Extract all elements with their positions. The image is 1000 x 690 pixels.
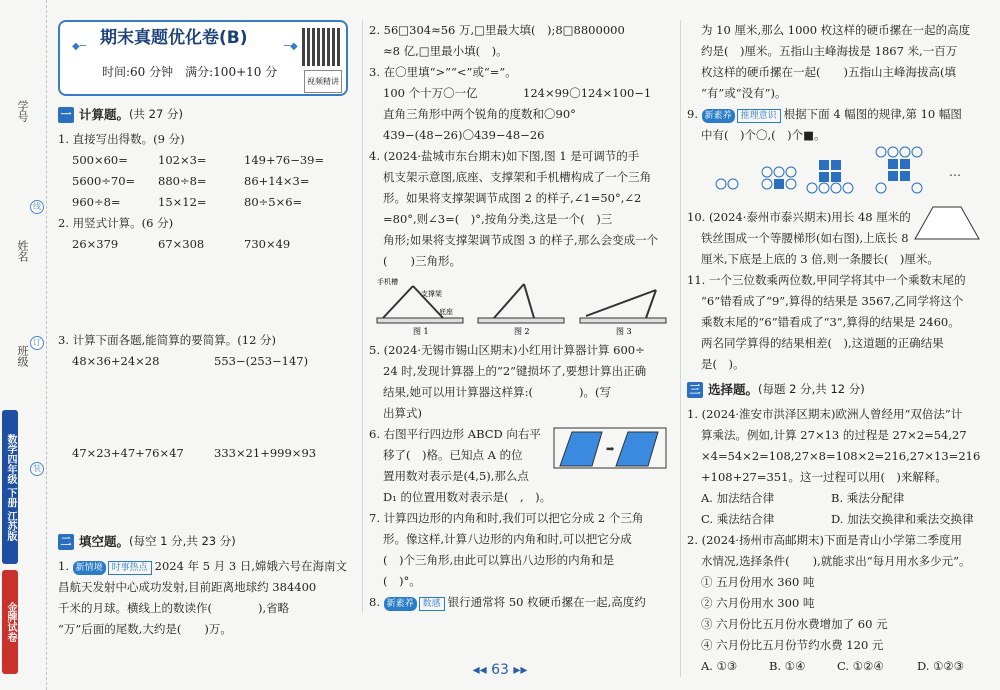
question-text: 6. 右图平行四边形 ABCD 向右平 <box>369 427 541 441</box>
tag-badge: 新情境 <box>73 561 106 575</box>
fig1-label-base: 底座 <box>438 308 453 316</box>
question-text: 移了( )格。已知点 A 的位 <box>383 448 523 462</box>
question-text: 水情况,选择条件( ),就能求出“每月用水多少元”。 <box>701 554 971 568</box>
choice-option[interactable]: A. 加法结合律 <box>701 491 775 505</box>
question-text: 10. (2024·泰州市泰兴期末)用长 48 厘米的 <box>687 210 911 224</box>
question-text: 乘数末尾的“6”错看成了“3”,算得的结果是 2460。 <box>701 315 960 329</box>
question-text: ( )个三角形,由此可以算出八边形的内角和是 <box>383 553 615 567</box>
question-1: 1. 直接写出得数。(9 分) <box>58 132 185 146</box>
pattern-figures <box>687 146 977 200</box>
section-number: 一 <box>58 107 74 123</box>
choice-option[interactable]: B. ①④ <box>769 659 806 673</box>
calc-item: 26×379 <box>72 237 119 251</box>
compare-item: 100 个十万〇一亿 <box>383 86 478 100</box>
question-text: +108+27=351。这一过程可以用( )来解释。 <box>701 470 947 484</box>
svg-text:➡: ➡ <box>606 444 615 455</box>
question-text: 1. (2024·淮安市洪泽区期末)欧洲人曾经用“双倍法”计 <box>687 407 963 421</box>
parallelogram-grid-figure <box>552 426 670 482</box>
question-6-block <box>369 424 674 508</box>
choice-option[interactable]: B. 乘法分配律 <box>831 491 905 505</box>
figure-3 <box>576 276 670 336</box>
question-text: 4. (2024·盐城市东台期末)如下图,图 1 是可调节的手 <box>369 149 640 163</box>
fig1-label-stand: 支撑架 <box>420 290 442 298</box>
question-text: 11. 一个三位数乘两位数,甲同学将其中一个乘数末尾的 <box>687 273 966 287</box>
question-text: 结果,她可以用计算器这样算:( )。(写 <box>383 385 611 399</box>
question-text: 千米的月球。横线上的数读作( ),省略 <box>58 601 290 615</box>
calc-item: 730×49 <box>244 237 291 251</box>
choice-options-row <box>687 509 987 530</box>
fig1-label-slot: 手机槽 <box>376 278 398 286</box>
question-text: ( )三角形。 <box>383 254 461 268</box>
section-fill-heading <box>58 531 348 552</box>
fill-question-1: 1. 新情境 时事热点 2024 年 5 月 3 日,嫦娥六号在海南文 <box>58 559 348 573</box>
question-text: 5. (2024·无锡市锡山区期末)小红用计算器计算 600÷ <box>369 343 645 357</box>
compare-item: 124×99〇124×100−1 <box>523 86 652 100</box>
condition-item: ② 六月份用水 300 吨 <box>701 596 815 610</box>
condition-item: ④ 六月份比五月份节约水费 120 元 <box>701 638 884 652</box>
choice-option[interactable]: D. ①②③ <box>917 659 965 673</box>
section-title: 填空题。 <box>79 534 130 549</box>
question-text: 是( )。 <box>701 357 745 371</box>
question-text: “有”或“没有”)。 <box>701 86 787 100</box>
compare-row <box>369 83 674 104</box>
student-id-label: 学号 <box>16 100 29 122</box>
trapezoid-figure <box>911 203 983 243</box>
choice-option[interactable]: C. 乘法结合律 <box>701 512 775 526</box>
question-text: 约是( )厘米。五指山主峰海拔是 1867 米,一百万 <box>701 44 958 58</box>
question-text: 枚这样的硬币摞在一起( )五指山主峰海拔高(填 <box>701 65 956 79</box>
figure-label: 图 3 <box>616 327 632 336</box>
prev-arrow-icon: ◂◂ <box>472 662 487 678</box>
oral-calc-grid <box>58 150 348 213</box>
binding-line-mark: 线 <box>30 200 44 214</box>
simplify-row-2 <box>58 443 348 527</box>
tag-badge: 新素养 <box>384 597 417 611</box>
title-decoration-right: ─◆ <box>284 41 298 52</box>
question-text: 2. 56□304≈56 万,□里最大填( );8□8800000 <box>369 23 625 37</box>
calc-item: 880÷8= <box>158 174 207 188</box>
question-9-head: 9. 新素养 推理意识 根据下面 4 幅图的规律,第 10 幅图 <box>687 107 962 121</box>
binding-zhuang-mark: 装 <box>30 462 44 476</box>
question-text: 算乘法。例如,计算 27×13 的过程是 27×2=54,27 <box>701 428 967 442</box>
column-middle <box>362 20 674 613</box>
question-text: ×4=54×2=108,27×8=108×2=216,27×13=216 <box>701 449 981 463</box>
question-text: 3. 在〇里填“>”“<”或“=”。 <box>369 65 517 79</box>
figure-label: 图 2 <box>514 327 531 336</box>
next-arrow-icon: ▸▸ <box>513 662 528 678</box>
section-choice-heading <box>687 379 987 400</box>
tag-badge: 新素养 <box>702 109 735 123</box>
question-text: 置用数对表示是(4,5),那么点 <box>383 469 529 483</box>
question-text: 铁丝围成一个等腰梯形(如右图),上底长 8 <box>701 231 909 245</box>
series-brand: 数学四年级 下册 江苏版 <box>2 410 18 564</box>
tag-badge: 数感 <box>419 597 445 611</box>
section-calc-heading <box>58 104 348 125</box>
condition-item: ① 五月份用水 360 吨 <box>701 575 815 589</box>
phone-stand-figures <box>369 276 674 336</box>
question-text: 24 时,发现计算器上的“2”键损坏了,要想计算出正确 <box>383 364 647 378</box>
calc-item: 500×60= <box>72 153 128 167</box>
question-text: 形。如果将支撑架调节成图 2 的样子,∠1=50°,∠2 <box>383 191 642 205</box>
calc-item: 333×21+999×93 <box>214 446 317 460</box>
choice-option[interactable]: D. 加法交换律和乘法交换律 <box>831 512 974 526</box>
choice-options-row <box>687 488 987 509</box>
class-label: 班级 <box>16 345 29 367</box>
question-text: 为 10 厘米,那么 1000 枚这样的硬币摞在一起的高度 <box>701 23 971 37</box>
condition-item: ③ 六月份比五月份水费增加了 60 元 <box>701 617 888 631</box>
calc-item: 67×308 <box>158 237 205 251</box>
question-text: ( )°。 <box>383 574 421 588</box>
figure-label: 图 1 <box>412 327 429 336</box>
vertical-calc-row <box>58 234 348 330</box>
question-text: 厘米,下底是上底的 3 倍,则一条腰长( )厘米。 <box>701 252 939 266</box>
figure-2 <box>474 276 568 336</box>
question-text: D₁ 的位置用数对表示是( , )。 <box>383 490 552 504</box>
student-name-label: 姓名 <box>16 240 29 262</box>
section-title: 选择题。 <box>708 382 759 397</box>
page-title: 期末真题优化卷(B) <box>100 28 248 48</box>
question-text: “万”后面的尾数,大约是( )万。 <box>58 622 232 636</box>
title-box <box>58 20 348 96</box>
section-score: (共 27 分) <box>129 107 183 121</box>
section-title: 计算题。 <box>79 107 130 122</box>
calc-item: 80÷5×6= <box>244 195 303 209</box>
calc-item: 48×36+24×28 <box>72 354 160 368</box>
question-text: 形。像这样,计算八边形的内角和时,可以把它分成 <box>383 532 632 546</box>
tag-badge: 推理意识 <box>737 109 781 123</box>
simplify-row-1 <box>58 351 348 443</box>
question-3: 3. 计算下面各题,能简算的要简算。(12 分) <box>58 333 277 347</box>
choice-option[interactable]: A. ①③ <box>701 659 738 673</box>
question-text: “6”错看成了“9”,算得的结果是 3567,乙同学将这个 <box>701 294 964 308</box>
question-text: =80°,则∠3=( )°,按角分类,这是一个( )三 <box>383 212 613 226</box>
calc-item: 960÷8= <box>72 195 121 209</box>
question-text: 机支架示意图,底座、支撑架和手机槽构成了一个三角 <box>383 170 652 184</box>
question-text: 两名同学算得的结果相差( ),这道题的正确结果 <box>701 336 944 350</box>
page-footer <box>0 662 1000 678</box>
question-text: 昌航天发射中心成功发射,目前距离地球约 384400 <box>58 580 317 594</box>
question-8-head: 8. 新素养 数感 银行通常将 50 枚硬币摞在一起,高度约 <box>369 595 646 609</box>
figure-1 <box>373 276 467 336</box>
calc-item: 5600÷70= <box>72 174 136 188</box>
section-number: 二 <box>58 534 74 550</box>
choice-option[interactable]: C. ①②④ <box>837 659 884 673</box>
compare-item: 直角三角形中两个锐角的度数和〇90° <box>383 107 576 121</box>
exam-meta: 时间:60 分钟 满分:100+10 分 <box>102 65 278 79</box>
calc-item: 86+14×3= <box>244 174 310 188</box>
question-10-block <box>687 207 987 270</box>
binding-strip <box>0 0 47 690</box>
page-number: 63 <box>491 662 509 678</box>
tag-badge: 时事热点 <box>108 561 152 575</box>
binding-ding-mark: 订 <box>30 336 44 350</box>
section-score: (每题 2 分,共 12 分) <box>758 382 865 396</box>
question-text: 中有( )个〇,( )个■。 <box>701 128 826 142</box>
question-text: 2. (2024·扬州市高邮期末)下面是青山小学第二季度用 <box>687 533 963 547</box>
calc-item: 47×23+47+76×47 <box>72 446 184 460</box>
question-text: 角形;如果将支撑架调节成图 3 的样子,那么会变成一个 <box>383 233 659 247</box>
column-left <box>58 20 348 640</box>
qr-label: 视频精讲 <box>304 70 342 93</box>
calc-item: 149+76−39= <box>244 153 325 167</box>
compare-item: 439−(48−26)〇439−48−26 <box>383 128 545 142</box>
calc-item: 102×3= <box>158 153 207 167</box>
question-2: 2. 用竖式计算。(6 分) <box>58 216 174 230</box>
title-decoration-left: ◆─ <box>72 41 86 52</box>
section-score: (每空 1 分,共 23 分) <box>129 534 236 548</box>
section-number: 三 <box>687 382 703 398</box>
column-right <box>680 20 987 677</box>
calc-item: 553−(253−147) <box>214 354 309 368</box>
question-text: 7. 计算四边形的内角和时,我们可以把它分成 2 个三角 <box>369 511 644 525</box>
question-text: ≈8 亿,□里最小填( )。 <box>383 44 508 58</box>
calc-item: 15×12= <box>158 195 207 209</box>
question-text: 出算式) <box>383 406 422 420</box>
series-logo: 金牌试卷 <box>2 570 18 674</box>
qr-code-icon[interactable] <box>302 28 340 66</box>
svg-text:…: … <box>949 165 961 179</box>
